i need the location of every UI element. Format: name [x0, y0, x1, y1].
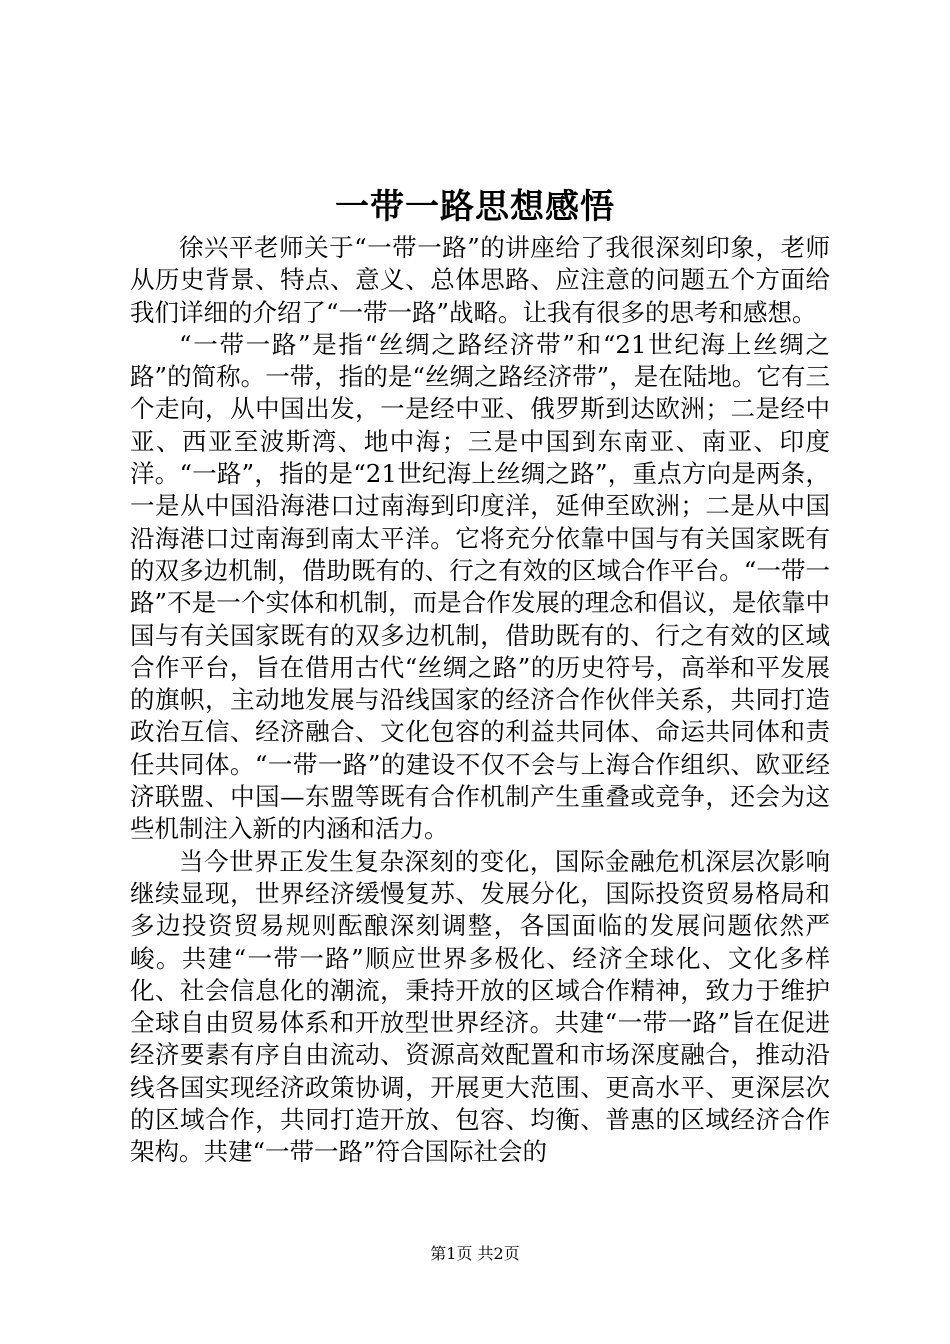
- document-body: [130, 232, 830, 1169]
- paragraph-3: 当今世界正发生复杂深刻的变化，国际金融危机深层次影响继续显现，世界经济缓慢复苏、发展分化，国际投资贸易格局和多边投资贸易规则酝酿深刻调整，各国面临的发展问题依然严峻。共建“一带一路”顺应世界多极化、经济全球化、文化多样化、社会信息化的潮流，秉持开放的区域合作精神，致力于维护全球自由贸易体系和开放型世界经济。共建“一带一路”旨在促进经济要素有序自由流动、资源高效配置和市场深度融合，推动沿线各国实现经济政策协调，开展更大范围、更高水平、更深层次的区域合作，共同打造开放、包容、均衡、普惠的区域经济合作架构。共建“一带一路”符合国际社会的: [130, 846, 830, 1167]
- document-title: 一带一路思想感悟: [335, 187, 615, 227]
- paragraph-1: 徐兴平老师关于“一带一路”的讲座给了我很深刻印象，老师从历史背景、特点、意义、总体思路、应注意的问题五个方面给我们详细的介绍了“一带一路”战略。让我有很多的思考和感想。: [130, 233, 830, 327]
- paragraph-2: “一带一路”是指“丝绸之路经济带”和“21世纪海上丝绸之路”的简称。一带，指的是“丝绸之路经济带”，是在陆地。它有三个走向，从中国出发，一是经中亚、俄罗斯到达欧洲；二是经中亚、西亚至波斯湾、地中海；三是中国到东南亚、南亚、印度洋。“一路”，指的是“21世纪海上丝绸之路”，重点方向是两条，一是从中国沿海港口过南海到印度洋，延伸至欧洲；二是从中国沿海港口过南海到南太平洋。它将充分依靠中国与有关国家既有的双多边机制，借助既有的、行之有效的区域合作平台。“一带一路”不是一个实体和机制，而是合作发展的理念和倡议，是依靠中国与有关国家既有的双多边机制，借助既有的、行之有效的区域合作平台，旨在借用古代“丝绸之路”的历史符号，高举和平发展的旗帜，主动地发展与沿线国家的经济合作伙伴关系，共同打造政治互信、经济融合、文化包容的利益共同体、命运共同体和责任共同体。“一带一路”的建设不仅不会与上海合作组织、欧亚经济联盟、中国—东盟等既有合作机制产生重叠或竞争，还会为这些机制注入新的内涵和活力。: [130, 329, 830, 844]
- page-number-footer: 第1页 共2页: [430, 1244, 520, 1263]
